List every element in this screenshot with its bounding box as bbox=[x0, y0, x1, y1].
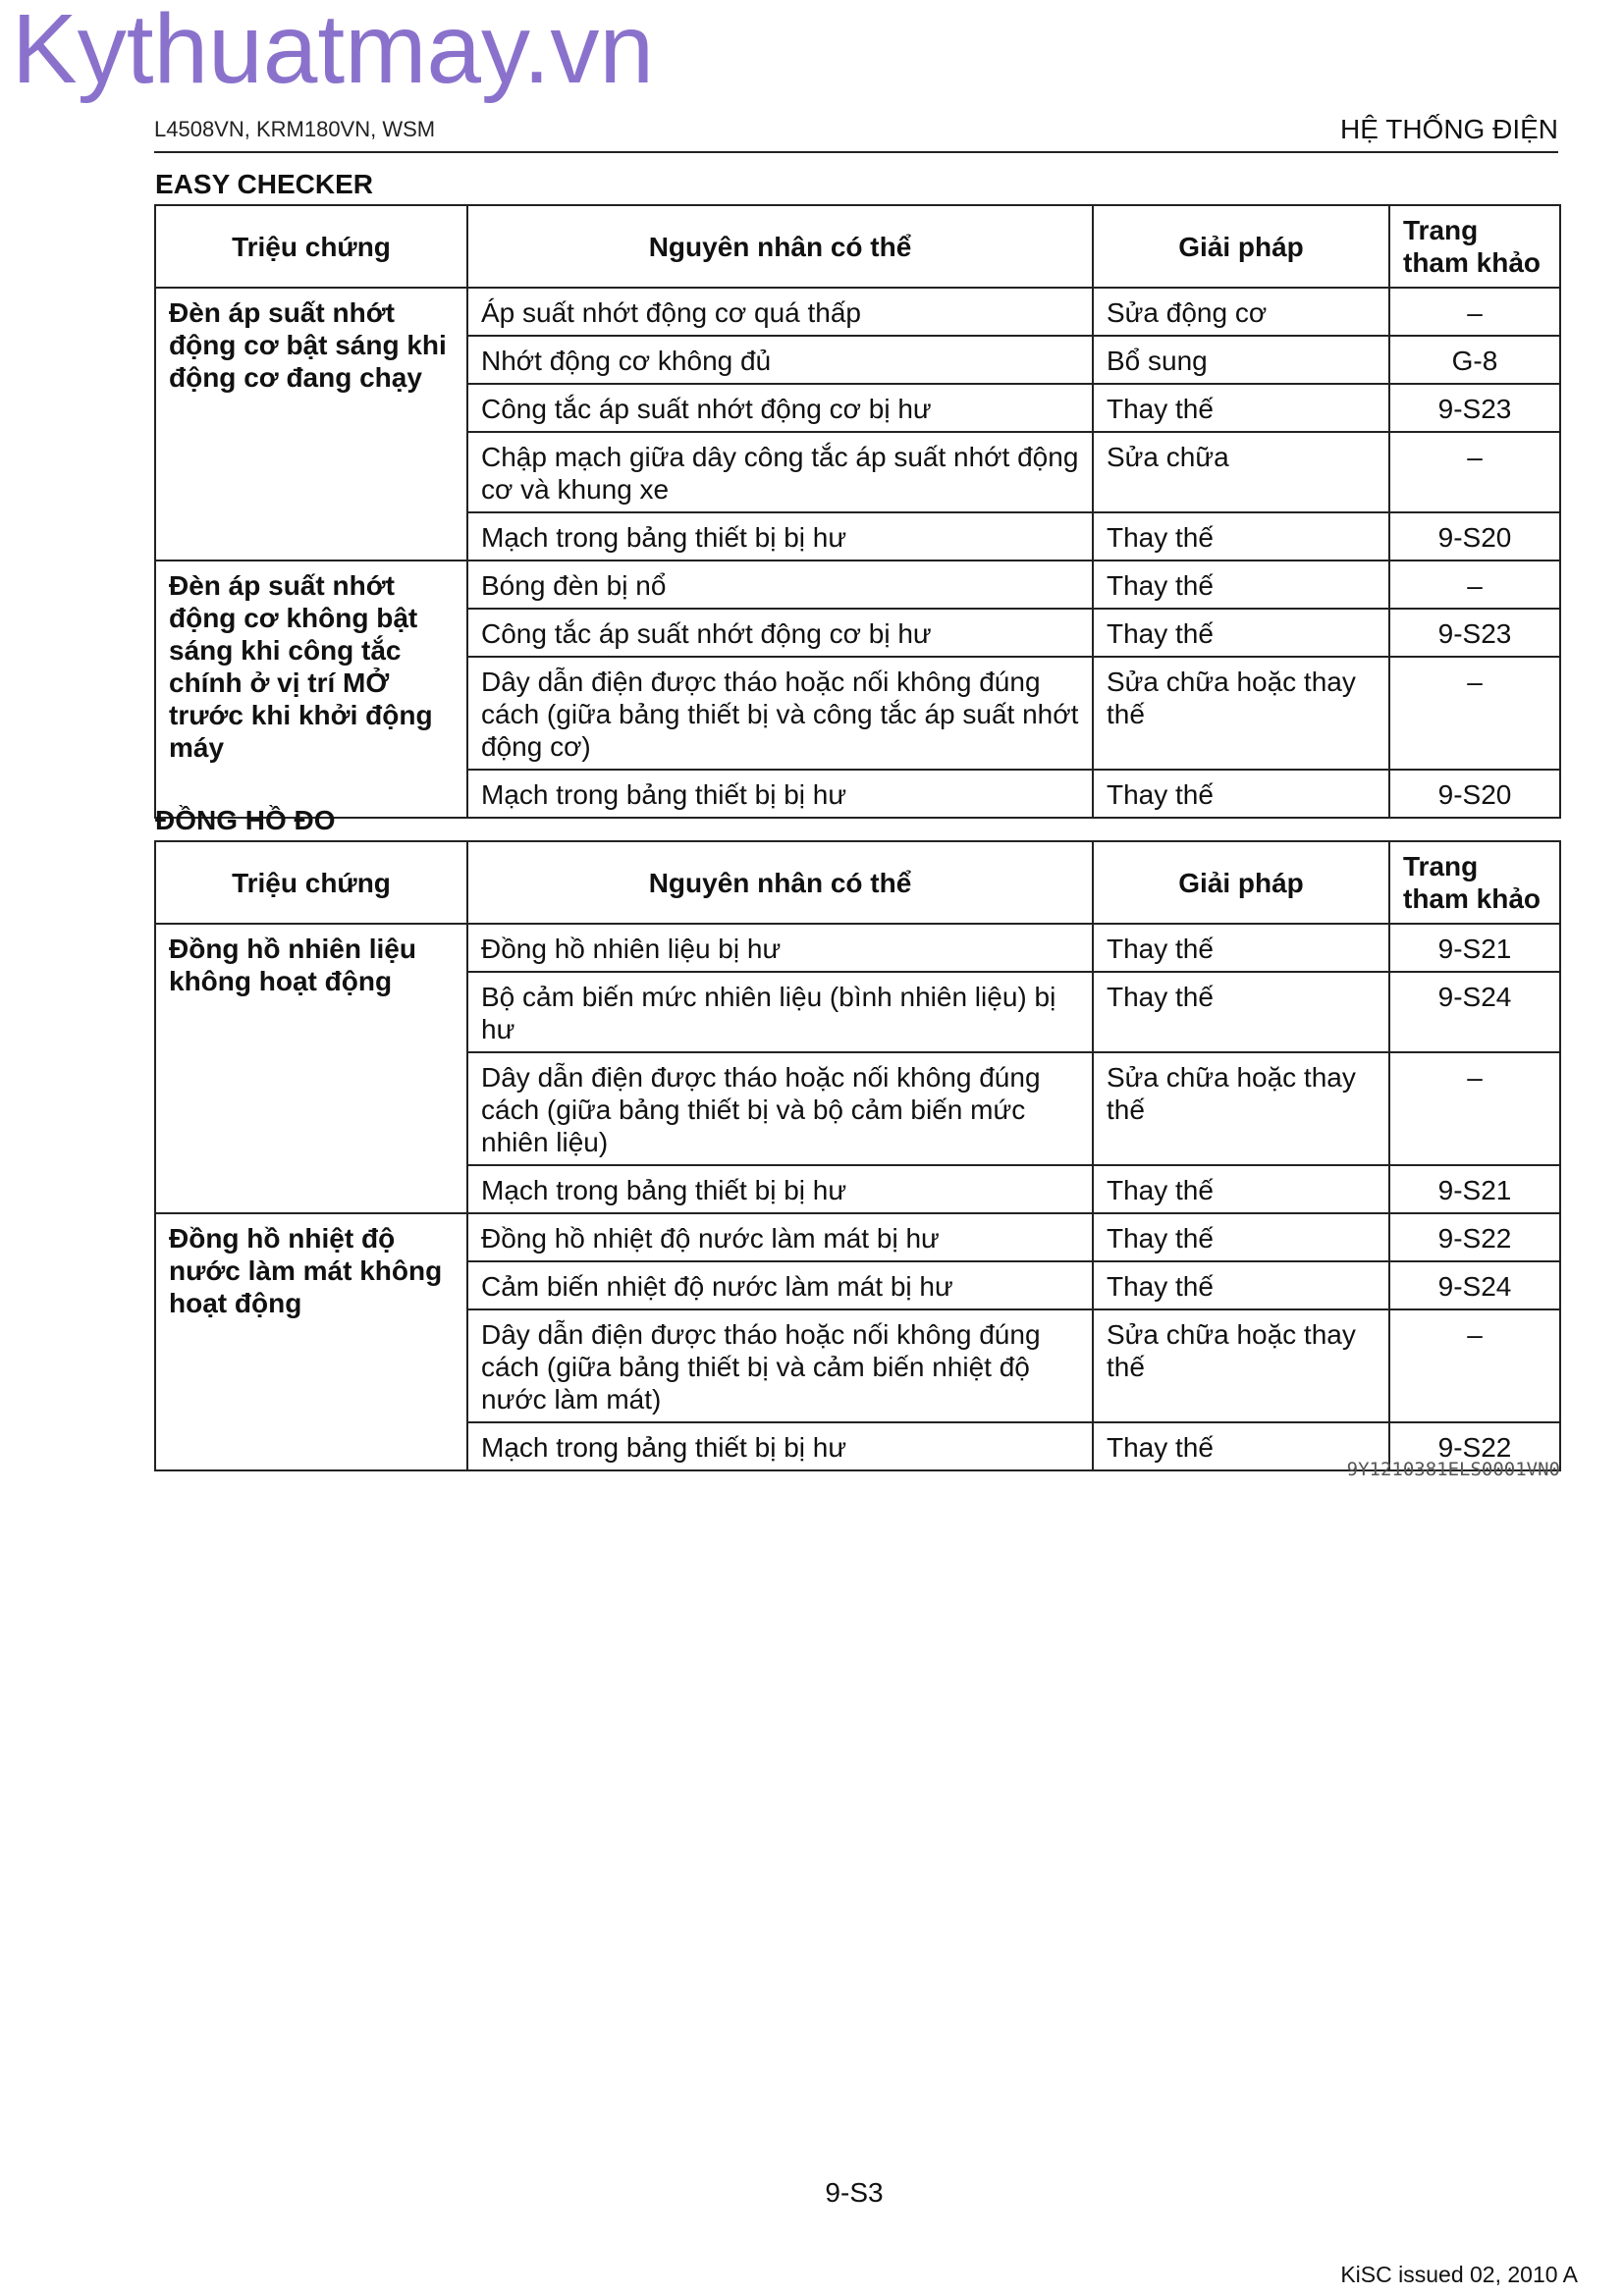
symptom-cell: Đồng hồ nhiệt độ nước làm mát không hoạt động bbox=[155, 1213, 467, 1470]
reference-cell: G-8 bbox=[1389, 336, 1560, 384]
table-row bbox=[155, 1213, 1560, 1261]
solution-cell: Thay thế bbox=[1093, 770, 1389, 818]
solution-cell: Thay thế bbox=[1093, 924, 1389, 972]
cause-cell: Dây dẫn điện được tháo hoặc nối không đúng cách (giữa bảng thiết bị và cảm biến nhiệt độ nước làm mát) bbox=[467, 1309, 1093, 1422]
solution-cell: Thay thế bbox=[1093, 561, 1389, 609]
header-symptom: Triệu chứng bbox=[155, 841, 467, 924]
section-title-easy-checker: EASY CHECKER bbox=[155, 169, 373, 199]
page-header bbox=[154, 112, 1558, 153]
reference-cell: 9-S21 bbox=[1389, 924, 1560, 972]
reference-cell: 9-S23 bbox=[1389, 609, 1560, 657]
reference-cell: – bbox=[1389, 288, 1560, 336]
model-list: L4508VN, KRM180VN, WSM bbox=[154, 117, 436, 141]
solution-cell: Thay thế bbox=[1093, 1165, 1389, 1213]
reference-cell: 9-S22 bbox=[1389, 1422, 1560, 1470]
cause-cell: Mạch trong bảng thiết bị bị hư bbox=[467, 770, 1093, 818]
header-cause: Nguyên nhân có thể bbox=[467, 841, 1093, 924]
header-reference: Trang tham khảo bbox=[1389, 841, 1560, 924]
solution-cell: Sửa chữa hoặc thay thế bbox=[1093, 1052, 1389, 1165]
cause-cell: Áp suất nhớt động cơ quá thấp bbox=[467, 288, 1093, 336]
solution-cell: Thay thế bbox=[1093, 609, 1389, 657]
section-title-gauges: ĐỒNG HỒ ĐO bbox=[155, 805, 336, 835]
cause-cell: Mạch trong bảng thiết bị bị hư bbox=[467, 1165, 1093, 1213]
cause-cell: Dây dẫn điện được tháo hoặc nối không đúng cách (giữa bảng thiết bị và bộ cảm biến mức nhiên liệu) bbox=[467, 1052, 1093, 1165]
symptom-cell: Đèn áp suất nhớt động cơ không bật sáng khi công tắc chính ở vị trí MỞ trước khi khởi động máy bbox=[155, 561, 467, 818]
cause-cell: Công tắc áp suất nhớt động cơ bị hư bbox=[467, 384, 1093, 432]
header-solution: Giải pháp bbox=[1093, 841, 1389, 924]
cause-cell: Bóng đèn bị nổ bbox=[467, 561, 1093, 609]
cause-cell: Công tắc áp suất nhớt động cơ bị hư bbox=[467, 609, 1093, 657]
watermark-logo: Kythuatmay.vn bbox=[12, 0, 655, 104]
cause-cell: Mạch trong bảng thiết bị bị hư bbox=[467, 512, 1093, 561]
header-symptom: Triệu chứng bbox=[155, 205, 467, 288]
header-reference: Trang tham khảo bbox=[1389, 205, 1560, 288]
document-code: 9Y1210381ELS0001VN0 bbox=[1346, 1459, 1560, 1480]
cause-cell: Chập mạch giữa dây công tắc áp suất nhớt động cơ và khung xe bbox=[467, 432, 1093, 512]
reference-cell: 9-S23 bbox=[1389, 384, 1560, 432]
reference-cell: 9-S20 bbox=[1389, 512, 1560, 561]
cause-cell: Cảm biến nhiệt độ nước làm mát bị hư bbox=[467, 1261, 1093, 1309]
issue-date: KiSC issued 02, 2010 A bbox=[1340, 2262, 1578, 2287]
solution-cell: Sửa chữa bbox=[1093, 432, 1389, 512]
symptom-cell: Đèn áp suất nhớt động cơ bật sáng khi động cơ đang chạy bbox=[155, 288, 467, 561]
reference-cell: 9-S20 bbox=[1389, 770, 1560, 818]
easy-checker-table bbox=[154, 204, 1561, 819]
cause-cell: Mạch trong bảng thiết bị bị hư bbox=[467, 1422, 1093, 1470]
gauges-table bbox=[154, 840, 1561, 1471]
reference-cell: 9-S24 bbox=[1389, 972, 1560, 1052]
cause-cell: Nhớt động cơ không đủ bbox=[467, 336, 1093, 384]
chapter-title: HỆ THỐNG ĐIỆN bbox=[1340, 114, 1558, 144]
reference-cell: – bbox=[1389, 1052, 1560, 1165]
reference-cell: – bbox=[1389, 1309, 1560, 1422]
table-row bbox=[155, 561, 1560, 609]
reference-cell: – bbox=[1389, 432, 1560, 512]
table-row bbox=[155, 924, 1560, 972]
reference-cell: – bbox=[1389, 561, 1560, 609]
header-cause: Nguyên nhân có thể bbox=[467, 205, 1093, 288]
table-row bbox=[155, 288, 1560, 336]
reference-cell: 9-S21 bbox=[1389, 1165, 1560, 1213]
cause-cell: Bộ cảm biến mức nhiên liệu (bình nhiên liệu) bị hư bbox=[467, 972, 1093, 1052]
symptom-cell: Đồng hồ nhiên liệu không hoạt động bbox=[155, 924, 467, 1213]
page-number: 9-S3 bbox=[825, 2177, 884, 2208]
header-solution: Giải pháp bbox=[1093, 205, 1389, 288]
solution-cell: Sửa động cơ bbox=[1093, 288, 1389, 336]
reference-cell: 9-S22 bbox=[1389, 1213, 1560, 1261]
solution-cell: Thay thế bbox=[1093, 1213, 1389, 1261]
solution-cell: Sửa chữa hoặc thay thế bbox=[1093, 1309, 1389, 1422]
solution-cell: Thay thế bbox=[1093, 1422, 1389, 1470]
cause-cell: Đồng hồ nhiên liệu bị hư bbox=[467, 924, 1093, 972]
solution-cell: Sửa chữa hoặc thay thế bbox=[1093, 657, 1389, 770]
solution-cell: Thay thế bbox=[1093, 384, 1389, 432]
solution-cell: Thay thế bbox=[1093, 972, 1389, 1052]
cause-cell: Dây dẫn điện được tháo hoặc nối không đúng cách (giữa bảng thiết bị và công tắc áp suất nhớt động cơ) bbox=[467, 657, 1093, 770]
solution-cell: Bổ sung bbox=[1093, 336, 1389, 384]
reference-cell: 9-S24 bbox=[1389, 1261, 1560, 1309]
cause-cell: Đồng hồ nhiệt độ nước làm mát bị hư bbox=[467, 1213, 1093, 1261]
solution-cell: Thay thế bbox=[1093, 512, 1389, 561]
reference-cell: – bbox=[1389, 657, 1560, 770]
solution-cell: Thay thế bbox=[1093, 1261, 1389, 1309]
